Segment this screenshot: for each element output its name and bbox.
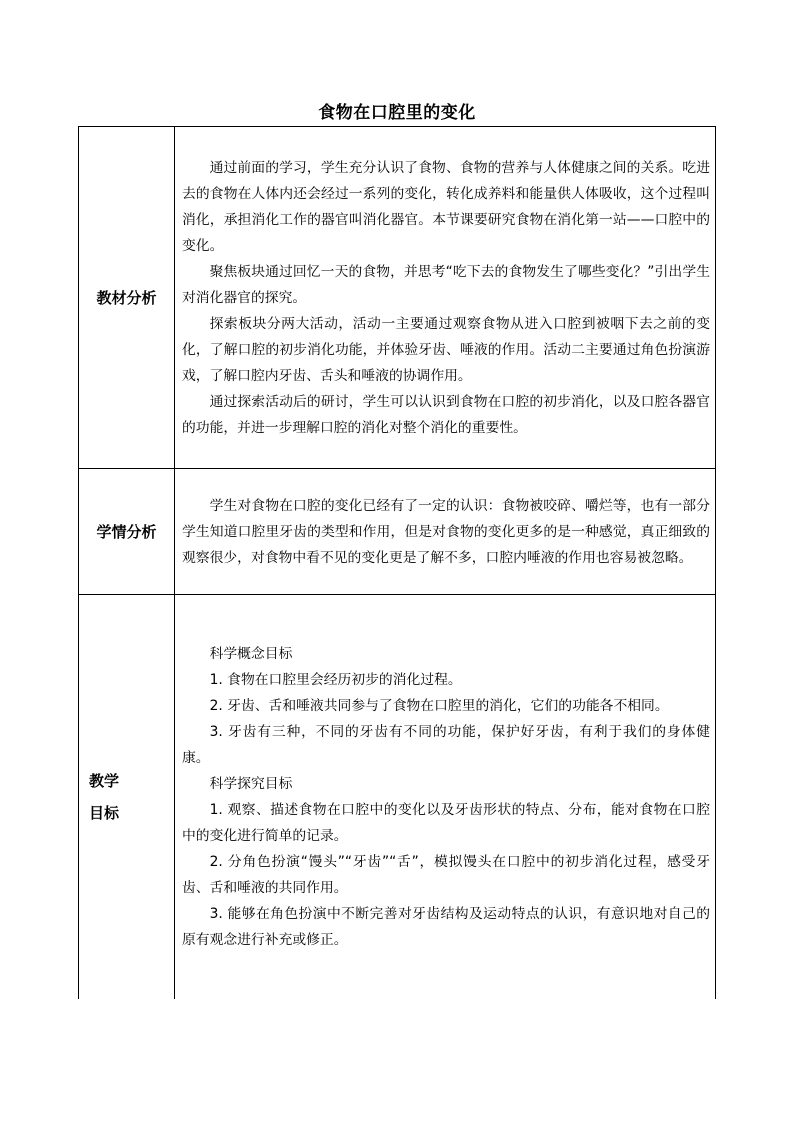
goal-item: 2. 分角色扮演“馒头”“牙齿”“舌”，模拟馒头在口腔中的初步消化过程，感受牙齿、舌和唾液的共同作用。 [182,853,710,896]
paragraph: 探索板块分两大活动，活动一主要通过观察食物从进入口腔到被咽下去之前的变化，了解口腔的初步消化功能，并体验牙齿、唾液的作用。活动二主要通过角色扮演游戏，了解口腔内牙齿、舌头和唾液的协调作用。 [182,315,710,384]
paragraph: 通过前面的学习，学生充分认识了食物、食物的营养与人体健康之间的关系。吃进去的食物在人体内还会经过一系列的变化，转化成养料和能量供人体吸收，这个过程叫消化，承担消化工作的器官叫消化器官。本节课要研究食物在消化第一站——口腔中的变化。 [182,159,710,254]
teaching-goals-label-line1: 教学 [89,771,120,790]
paragraph: 聚焦板块通过回忆一天的食物，并思考“吃下去的食物发生了哪些变化？”引出学生对消化器官的探究。 [182,263,710,306]
goal-heading-inquiry: 科学探究目标 [209,775,293,792]
goal-item: 2. 牙齿、舌和唾液共同参与了食物在口腔里的消化，它们的功能各不相同。 [209,697,669,714]
learner-analysis-content [175,469,716,595]
table-row-learner-analysis [79,469,716,595]
goal-item: 1. 食物在口腔里会经历初步的消化过程。 [209,671,462,688]
goal-item: 3. 能够在角色扮演中不断完善对牙齿结构及运动特点的认识，有意识地对自己的原有观念进行补充或修正。 [182,905,710,948]
table-row-material-analysis [79,127,716,469]
goal-item: 3. 牙齿有三种，不同的牙齿有不同的功能，保护好牙齿，有利于我们的身体健康。 [182,723,710,766]
lesson-plan-table [78,126,716,999]
paragraph: 学生对食物在口腔的变化已经有了一定的认识：食物被咬碎、嚼烂等，也有一部分学生知道口腔里牙齿的类型和作用，但是对食物的变化更多的是一种感觉，真正细致的观察很少，对食物中看不见的变化更是了解不多，口腔内唾液的作用也容易被忽略。 [182,497,710,566]
paragraph: 通过探索活动后的研讨，学生可以认识到食物在口腔的初步消化，以及口腔各器官的功能，并进一步理解口腔的消化对整个消化的重要性。 [182,393,710,436]
table-row-teaching-goals [79,595,716,999]
teaching-goals-label [79,595,175,999]
material-analysis-label: 教材分析 [79,127,175,469]
teaching-goals-label-line2: 目标 [89,803,120,822]
learner-analysis-label: 学情分析 [79,469,175,595]
page-title: 食物在口腔里的变化 [318,103,476,123]
goal-item: 1. 观察、描述食物在口腔中的变化以及牙齿形状的特点、分布，能对食物在口腔中的变化进行简单的记录。 [182,801,710,844]
goal-heading-concept: 科学概念目标 [209,645,293,662]
material-analysis-content [175,127,716,469]
teaching-goals-content [175,595,716,999]
